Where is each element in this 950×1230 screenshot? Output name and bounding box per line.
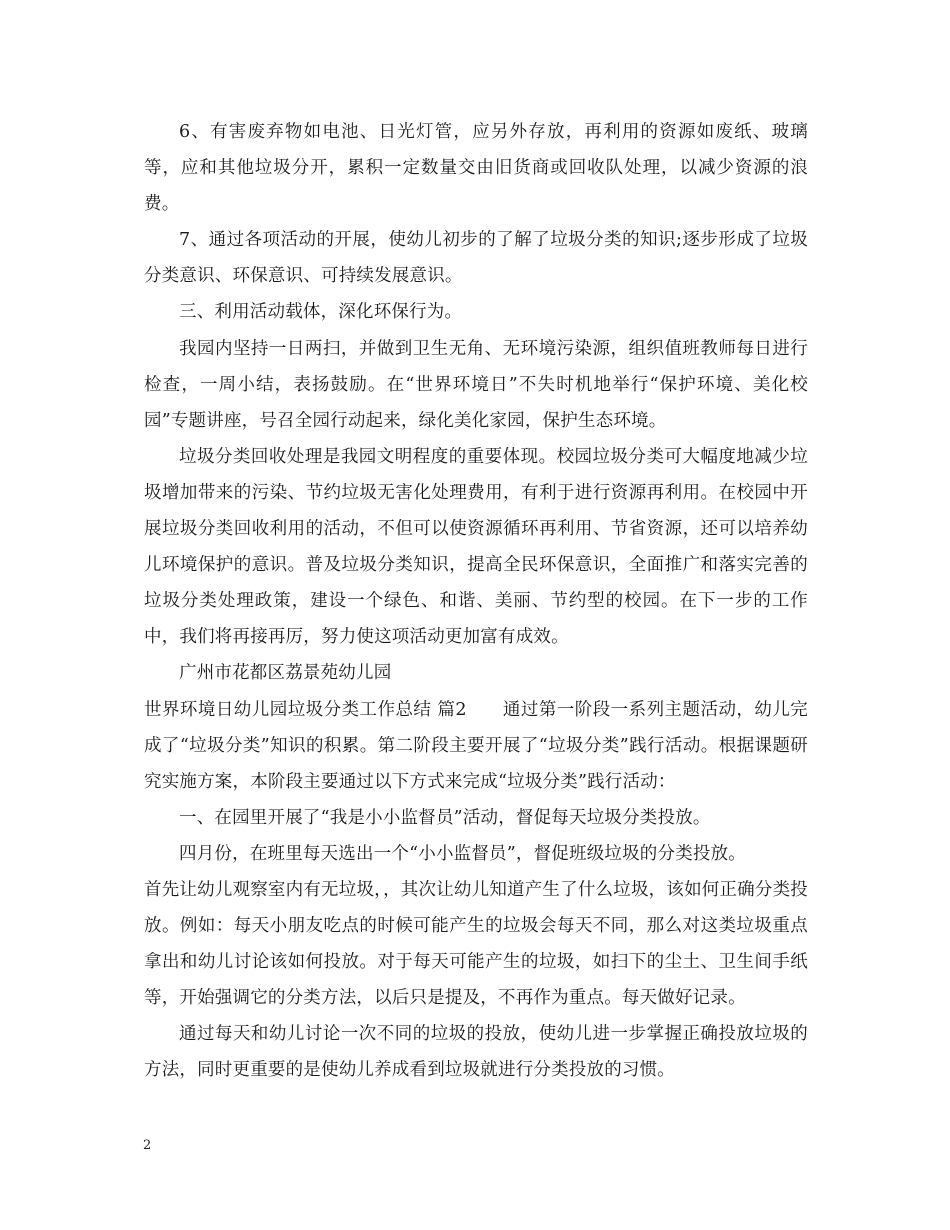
document-body (144, 114, 808, 1089)
article-2-intro: 世界环境日幼儿园垃圾分类工作总结 篇2 通过第一阶段一系列主题活动，幼儿完成了“垃圾分类”知识的积累。第二阶段主要开展了“垃圾分类”践行活动。根据课题研究实施方案，本阶段主要通过以下方式来完成“垃圾分类”践行活动： (144, 699, 808, 792)
paragraph-item-7: 7、通过各项活动的开展，使幼儿初步的了解了垃圾分类的知识;逐步形成了垃圾分类意识、环保意识、可持续发展意识。 (144, 230, 808, 287)
section-heading-1: 一、在园里开展了“我是小小监督员”活动，督促每天垃圾分类投放。 (179, 807, 711, 828)
paragraph-april-supervisor: 四月份，在班里每天选出一个“小小监督员”，督促班级垃圾的分类投放。 (179, 843, 746, 864)
paragraph-item-6: 6、有害废弃物如电池、日光灯管，应另外存放，再利用的资源如废纸、玻璃等，应和其他垃圾分开，累积一定数量交由旧货商或回收队处理，以减少资源的浪费。 (144, 122, 808, 215)
section-heading-3: 三、利用活动载体，深化环保行为。 (179, 302, 463, 323)
page-number: 2 (143, 1138, 152, 1153)
paragraph-recycling-importance: 垃圾分类回收处理是我园文明程度的重要体现。校园垃圾分类可大幅度地减少垃圾增加带来的污染、节约垃圾无害化处理费用，有利于进行资源再利用。在校园中开展垃圾分类回收利用的活动，不但可以使资源循环再利用、节省资源，还可以培养幼儿环境保护的意识。普及垃圾分类知识，提高全民环保意识，全面推广和落实完善的垃圾分类处理政策，建设一个绿色、和谐、美丽、节约型的校园。在下一步的工作中，我们将再接再厉，努力使这项活动更加富有成效。 (144, 446, 808, 648)
paragraph-daily-cleaning: 我园内坚持一日两扫，并做到卫生无角、无环境污染源，组织值班教师每日进行检查，一周小结，表扬鼓励。在“世界环境日”不失时机地举行“保护环境、美化校园”专题讲座，号召全园行动起来，绿化美化家园，保护生态环境。 (144, 338, 808, 431)
paragraph-daily-discussion: 通过每天和幼儿讨论一次不同的垃圾的投放，使幼儿进一步掌握正确投放垃圾的方法，同时更重要的是使幼儿养成看到垃圾就进行分类投放的习惯。 (144, 1024, 808, 1081)
paragraph-observation-steps: 首先让幼儿观察室内有无垃圾，，其次让幼儿知道产生了什么垃圾，该如何正确分类投放。例如：每天小朋友吃点的时候可能产生的垃圾会每天不同，那么对这类垃圾重点拿出和幼儿讨论该如何投放。对于每天可能产生的垃圾，如扫下的尘土、卫生间手纸等，开始强调它的分类方法，以后只是提及，不再作为重点。每天做好记录。 (144, 879, 808, 1009)
signature-kindergarten-name: 广州市花都区荔景苑幼儿园 (179, 663, 392, 684)
